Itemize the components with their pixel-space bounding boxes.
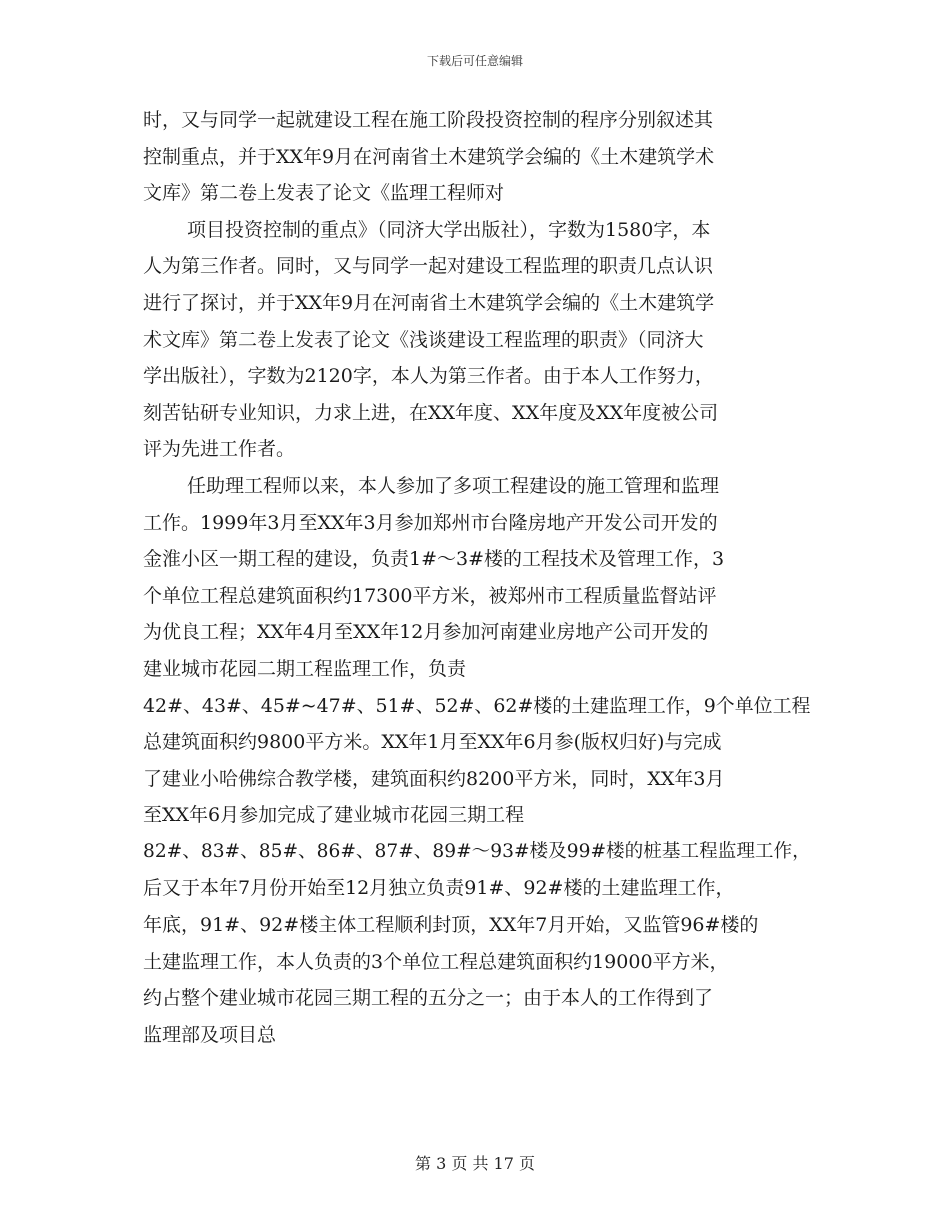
paragraph-start-line: 项目投资控制的重点》（同济大学出版社），字数为1580字，本 (187, 218, 711, 241)
text-line: 评为先进工作者。 (143, 438, 296, 461)
text-line: 控制重点，并于XX年9月在河南省土木建筑学会编的《土木建筑学术 (143, 145, 715, 168)
text-line: 土建监理工作，本人负责的3个单位工程总建筑面积约19000平方米， (143, 950, 729, 973)
paragraph-start-line: 任助理工程师以来，本人参加了多项工程建设的施工管理和监理 (187, 474, 720, 497)
text-line: 刻苦钻研专业知识，力求上进，在XX年度、XX年度及XX年度被公司 (143, 401, 719, 424)
text-line: 术文库》第二卷上发表了论文《浅谈建设工程监理的职责》（同济大 (143, 328, 704, 351)
text-line: 进行了探讨，并于XX年9月在河南省土木建筑学会编的《土木建筑学 (143, 291, 715, 314)
text-line: 人为第三作者。同时，又与同学一起对建设工程监理的职责几点认识 (143, 255, 714, 278)
document-body (143, 102, 811, 1053)
text-line: 至XX年6月参加完成了建业城市花园三期工程 (143, 804, 525, 827)
text-line: 学出版社），字数为2120字，本人为第三作者。由于本人工作努力， (143, 365, 714, 388)
text-line: 为优良工程；XX年4月至XX年12月参加河南建业房地产公司开发的 (143, 621, 709, 644)
text-line: 时，又与同学一起就建设工程在施工阶段投资控制的程序分别叙述其 (143, 109, 714, 131)
text-line: 年底，91#、92#楼主体工程顺利封顶，XX年7月开始，又监管96#楼的 (143, 914, 759, 937)
text-line: 监理部及项目总 (143, 1023, 277, 1046)
text-line: 个单位工程总建筑面积约17300平方米，被郑州市工程质量监督站评 (143, 584, 717, 607)
text-line: 文库》第二卷上发表了论文《监理工程师对 (143, 182, 505, 205)
text-line: 建业城市花园二期工程监理工作，负责 (143, 657, 467, 680)
text-line: 工作。1999年3月至XX年3月参加郑州市台隆房地产开发公司开发的 (143, 511, 718, 534)
text-line: 了建业小哈佛综合教学楼，建筑面积约8200平方米，同时，XX年3月 (143, 767, 725, 790)
text-line: 总建筑面积约9800平方米。XX年1月至XX年6月参(版权归好)与完成 (143, 731, 722, 754)
text-line: 42#、43#、45#~47#、51#、52#、62#楼的土建监理工作，9个单位工程 (143, 694, 811, 717)
text-line: 约占整个建业城市花园三期工程的五分之一；由于本人的工作得到了 (143, 987, 714, 1010)
text-line: 金淮小区一期工程的建设，负责1#～3#楼的工程技术及管理工作，3 (143, 548, 725, 571)
page-number-footer: 第 3 页 共 17 页 (415, 1154, 535, 1173)
text-line: 后又于本年7月份开始至12月独立负责91#、92#楼的土建监理工作， (143, 877, 735, 900)
page-header: 下载后可任意编辑 (426, 54, 523, 68)
text-line: 82#、83#、85#、86#、87#、89#～93#楼及99#楼的桩基工程监理工作， (143, 840, 811, 862)
